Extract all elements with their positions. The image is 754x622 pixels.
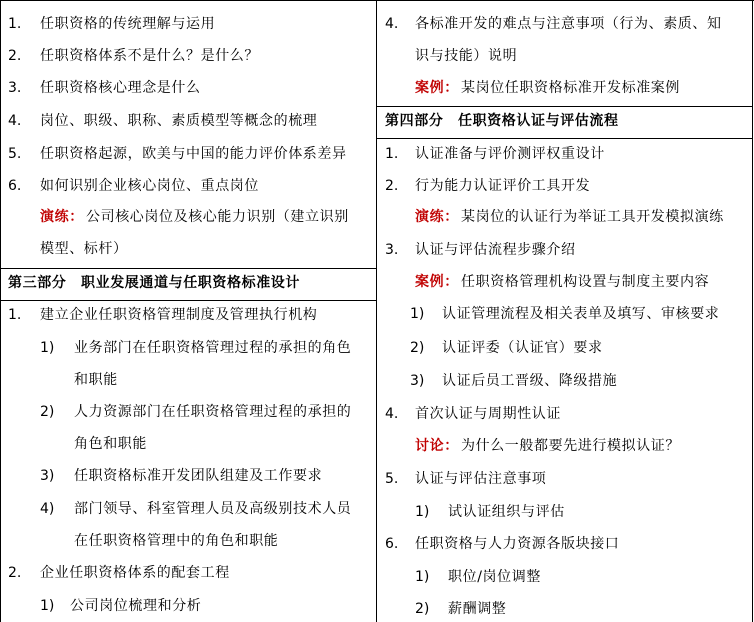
- subitem-number: 1): [40, 598, 55, 614]
- item-text: 如何识别企业核心岗位、重点岗位: [40, 178, 259, 194]
- subitem-text: 职位/岗位调整: [448, 569, 541, 585]
- item-number: 1.: [8, 307, 22, 323]
- row-divider: [0, 300, 376, 301]
- item-number: 2.: [385, 178, 399, 194]
- item-number: 2.: [8, 565, 22, 581]
- exercise-label: 演练：: [40, 209, 84, 225]
- row-divider: [377, 138, 753, 139]
- column-divider: [376, 0, 377, 622]
- exercise-text: 某岗位的认证行为举证工具开发模拟演练: [461, 209, 724, 225]
- subitem-text-cont: 角色和职能: [74, 436, 147, 452]
- item-number: 5.: [8, 146, 22, 162]
- subitem-text: 认证后员工晋级、降级措施: [442, 373, 618, 389]
- item-number: 6.: [8, 178, 22, 194]
- subitem-text-cont: 在任职资格管理中的角色和职能: [74, 533, 279, 549]
- item-text: 任职资格起源，欧美与中国的能力评价体系差异: [40, 146, 347, 162]
- right-border: [752, 0, 753, 622]
- case-text: 任职资格管理机构设置与制度主要内容: [461, 274, 710, 290]
- item-text-cont: 识与技能）说明: [415, 48, 518, 64]
- item-text: 企业任职资格体系的配套工程: [40, 565, 230, 581]
- subitem-text: 部门领导、科室管理人员及高级别技术人员: [74, 501, 352, 517]
- item-text: 行为能力认证评价工具开发: [415, 178, 591, 194]
- subitem-text: 试认证组织与评估: [448, 504, 565, 520]
- discussion-label: 讨论：: [415, 438, 459, 454]
- item-number: 6.: [385, 536, 399, 552]
- subitem-text: 人力资源部门在任职资格管理过程的承担的: [74, 404, 352, 420]
- item-number: 5.: [385, 471, 399, 487]
- item-text: 岗位、职级、职称、素质模型等概念的梳理: [40, 113, 318, 129]
- exercise-label: 演练：: [415, 209, 459, 225]
- subitem-number: 2): [410, 340, 425, 356]
- case-text: 某岗位任职资格标准开发标准案例: [461, 80, 680, 96]
- row-divider: [377, 106, 753, 107]
- subitem-number: 1): [410, 306, 425, 322]
- item-text: 首次认证与周期性认证: [415, 406, 561, 422]
- subitem-text: 任职资格标准开发团队组建及工作要求: [74, 468, 323, 484]
- section-title: 第四部分 任职资格认证与评估流程: [385, 113, 619, 129]
- exercise-text: 公司核心岗位及核心能力识别（建立识别: [86, 209, 349, 225]
- subitem-number: 3): [40, 468, 55, 484]
- item-text: 任职资格的传统理解与运用: [40, 16, 216, 32]
- subitem-text: 业务部门在任职资格管理过程的承担的角色: [74, 340, 352, 356]
- item-number: 4.: [385, 406, 399, 422]
- subitem-number: 3): [410, 373, 425, 389]
- item-text: 任职资格体系不是什么？是什么？: [40, 48, 259, 64]
- subitem-number: 2): [40, 404, 55, 420]
- item-number: 3.: [8, 80, 22, 96]
- case-label: 案例：: [415, 274, 459, 290]
- subitem-text-cont: 和职能: [74, 372, 118, 388]
- item-number: 1.: [8, 16, 22, 32]
- subitem-number: 1): [415, 504, 430, 520]
- subitem-number: 2): [415, 601, 430, 617]
- subitem-text: 认证管理流程及相关表单及填写、审核要求: [442, 306, 720, 322]
- item-number: 1.: [385, 146, 399, 162]
- item-text: 认证与评估注意事项: [415, 471, 547, 487]
- exercise-text-cont: 模型、标杆）: [40, 241, 128, 257]
- subitem-number: 4): [40, 501, 55, 517]
- subitem-text: 薪酬调整: [448, 601, 507, 617]
- case-label: 案例：: [415, 80, 459, 96]
- subitem-text: 公司岗位梳理和分析: [70, 598, 202, 614]
- section-title: 第三部分 职业发展通道与任职资格标准设计: [8, 275, 300, 291]
- item-number: 4.: [8, 113, 22, 129]
- item-number: 4.: [385, 16, 399, 32]
- item-text: 认证准备与评价测评权重设计: [415, 146, 605, 162]
- subitem-text: 认证评委（认证官）要求: [442, 340, 603, 356]
- subitem-number: 1): [415, 569, 430, 585]
- discussion-text: 为什么一般都要先进行模拟认证？: [461, 438, 680, 454]
- item-text: 认证与评估流程步骤介绍: [415, 242, 576, 258]
- item-text: 任职资格核心理念是什么: [40, 80, 201, 96]
- row-divider: [0, 268, 376, 269]
- item-text: 建立企业任职资格管理制度及管理执行机构: [40, 307, 318, 323]
- item-text: 任职资格与人力资源各版块接口: [415, 536, 620, 552]
- item-number: 3.: [385, 242, 399, 258]
- item-number: 2.: [8, 48, 22, 64]
- subitem-number: 1): [40, 340, 55, 356]
- item-text: 各标准开发的难点与注意事项（行为、素质、知: [415, 16, 722, 32]
